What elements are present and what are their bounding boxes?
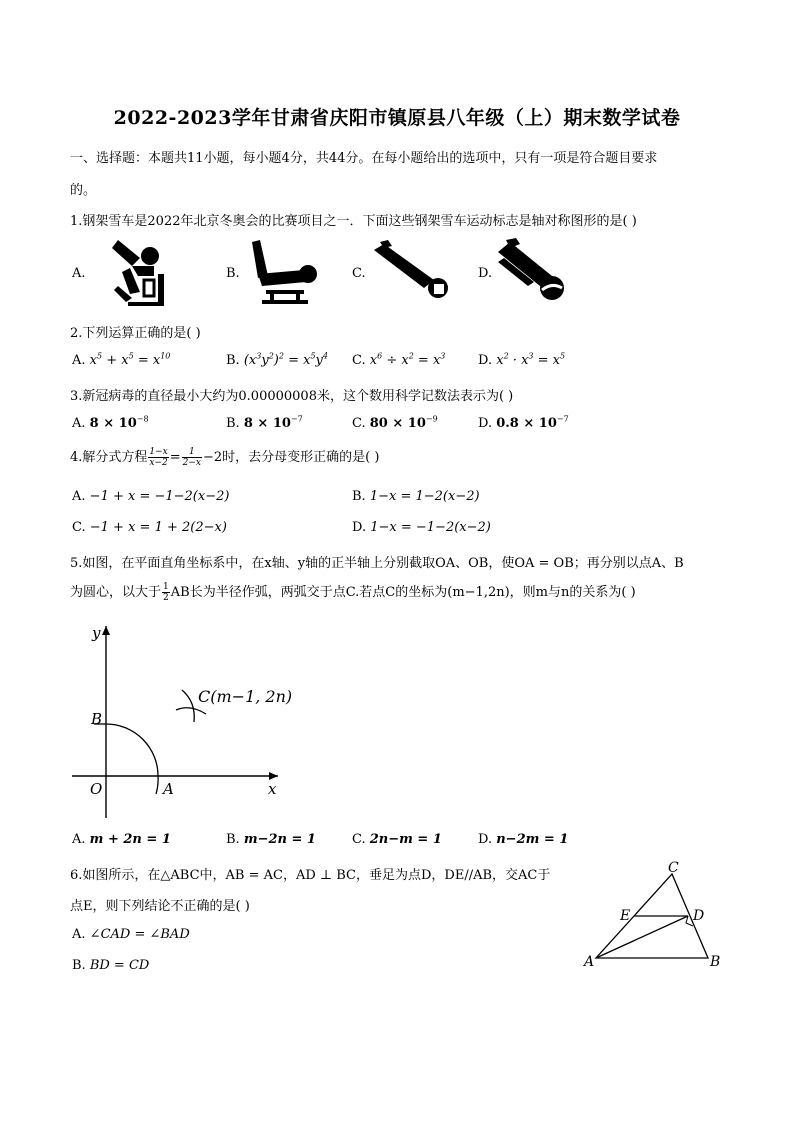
question-5-stem: 5.如图，在平面直角坐标系中，在x轴、y轴的正半轴上分别截取OA、OB，使OA = OB；再分别以点A、B [70,556,684,571]
q4-option-a-label: A. [72,489,86,504]
question-1-stem: 1.钢架雪车是2022年北京冬奥会的比赛项目之一．下面这些钢架雪车运动标志是轴对称图形的是( ) [70,214,637,229]
question-4-stem: 4.解分式方程 $\frac{1-x}{x-2}$ = $\frac{1}{2-x}$ −2时，去分母变形正确的是( ) [70,447,380,468]
q5-option-b [226,832,316,847]
arc-from-b [176,708,206,714]
q2-option-b: B. $(x^3y^2)^2 = x^5y^4$ [226,351,328,368]
q4-option-b-value: 1−x = 1−2(x−2) [369,489,480,504]
q1-option-a-label: A. [72,266,86,281]
question-6-stem-cont: 点E，则下列结论不正确的是( ) [70,899,250,914]
q3-option-a-exp: −8 [136,414,149,424]
q5-half-den: 2 [163,593,169,603]
q3-option-d-label: D. [478,416,493,431]
q2-option-a: A. $x^5 + x^5 = x^{10}$ [72,351,171,368]
q2-option-c-label: C. [352,353,366,368]
q4-option-b-label: B. [352,489,366,504]
q4-fraction-left [148,447,168,468]
q4-option-a [72,489,229,504]
q6-option-b [72,958,149,973]
page-title: 2022-2023学年甘肃省庆阳市镇原县八年级（上）期末数学试卷 [113,107,681,129]
q5-option-a-value: m + 2n = 1 [89,832,171,847]
q4-fraction-right [182,447,202,468]
q3-option-a-value: 8 × 10 [89,416,137,431]
q3-option-b-value: 8 × 10 [243,416,291,431]
q5-option-b-value: m−2n = 1 [243,832,316,847]
q4-option-d-value: 1−x = −1−2(x−2) [370,520,491,535]
point-b-label: B [91,710,103,728]
q6-option-a-value: ∠CAD = ∠BAD [89,927,190,942]
q5-option-c-value: 2n−m = 1 [369,832,442,847]
q5-stem-part1: 为圆心，以大于 [70,585,162,600]
q4-frac2-den: 2−x [182,458,201,468]
q3-option-b [226,416,303,431]
q3-option-a-label: A. [72,416,86,431]
q1-option-d-label: D. [478,266,493,281]
q4-option-d [352,520,491,535]
q6-option-b-label: B. [72,958,86,973]
q3-option-c-value: 80 × 10 [369,416,426,431]
question-6-stem: 6.如图所示，在△ABC中，AB = AC，AD ⊥ BC，垂足为点D，DE//AB，交AC于 [70,868,551,883]
q2-option-d-label: D. [478,353,493,368]
q4-option-c-value: −1 + x = 1 + 2(2−x) [89,520,227,535]
q4-minus-two: −2 [203,450,223,465]
q6-option-a [72,927,190,942]
q5-option-a-label: A. [72,832,86,847]
q6-option-b-value: BD = CD [89,958,150,973]
q3-option-d [478,416,569,431]
q2-option-a-label: A. [72,353,86,368]
q3-option-d-exp: −7 [556,414,569,424]
x-axis-arrow [269,772,278,780]
q5-coordinate-figure [64,618,294,828]
skeleton-icon-b [244,236,320,308]
q5-option-d [478,832,568,847]
label-a: A [584,954,595,970]
q4-stem-end: 时，去分母变形正确的是( ) [222,450,380,465]
q3-option-c [352,416,438,431]
q5-stem-part2: AB长为半径作弧，两弧交于点C.若点C的坐标为(m−1,2n)，则m与n的关系为( ) [170,585,636,600]
q3-option-a [72,416,149,431]
q2-option-b-label: B. [226,353,240,368]
q5-option-c-label: C. [352,832,366,847]
label-d: D [693,908,705,924]
q4-frac1-num: 1−x [149,447,168,457]
skeleton-icon-c [370,240,454,308]
x-axis-label: x [268,780,277,798]
skeleton-icon-d [494,238,578,308]
segment-ad [596,916,688,958]
point-c-label: C(m−1, 2n) [198,687,293,706]
q4-frac1-den: x−2 [149,458,168,468]
q5-option-b-label: B. [226,832,240,847]
q4-frac2-num: 1 [182,447,202,458]
q5-option-d-value: n−2m = 1 [496,832,569,847]
q1-option-c-label: C. [352,266,366,281]
q4-option-b [352,489,480,504]
q3-option-c-label: C. [352,416,366,431]
section-instructions-cont: 的。 [70,183,97,198]
q3-option-b-exp: −7 [290,414,303,424]
q5-half-num: 1 [163,582,169,592]
origin-label: O [90,780,103,798]
q3-option-d-value: 0.8 × 10 [496,416,557,431]
y-axis-label: y [92,624,101,642]
y-axis-arrow [102,626,110,635]
q5-option-d-label: D. [478,832,493,847]
label-b: B [710,954,721,970]
q1-option-b-label: B. [226,266,240,281]
question-5-stem-cont [70,580,636,606]
point-a-label: A [163,780,174,798]
arc-centered-o [106,724,158,794]
q4-option-a-value: −1 + x = −1−2(x−2) [89,489,230,504]
q2-option-d: D. $x^2 \cdot x^3 = x^5$ [478,351,566,368]
q4-option-c [72,520,227,535]
arc-from-a [182,690,194,722]
skeleton-icon-a [88,236,174,308]
label-e: E [620,908,631,924]
q4-stem-start: 4.解分式方程 [70,450,148,465]
q5-option-a [72,832,171,847]
section-instructions: 一、选择题：本题共11小题，每小题4分，共44分。在每小题给出的选项中，只有一项是符合题目要求 [70,151,658,166]
question-2-stem: 2.下列运算正确的是( ) [70,326,201,341]
question-3-stem: 3.新冠病毒的直径最小大约为0.00000008米，这个数用科学记数法表示为( ) [70,389,514,404]
q2-option-c: C. $x^6 \div x^2 = x^3$ [352,351,446,368]
q3-option-c-exp: −9 [425,414,438,424]
q4-option-d-label: D. [352,520,367,535]
q3-option-b-label: B. [226,416,240,431]
q6-triangle-figure [576,856,756,976]
q5-option-c [352,832,442,847]
q6-option-a-label: A. [72,927,86,942]
label-c: C [668,860,679,876]
q4-option-c-label: C. [72,520,86,535]
q5-half-fraction [162,582,170,603]
